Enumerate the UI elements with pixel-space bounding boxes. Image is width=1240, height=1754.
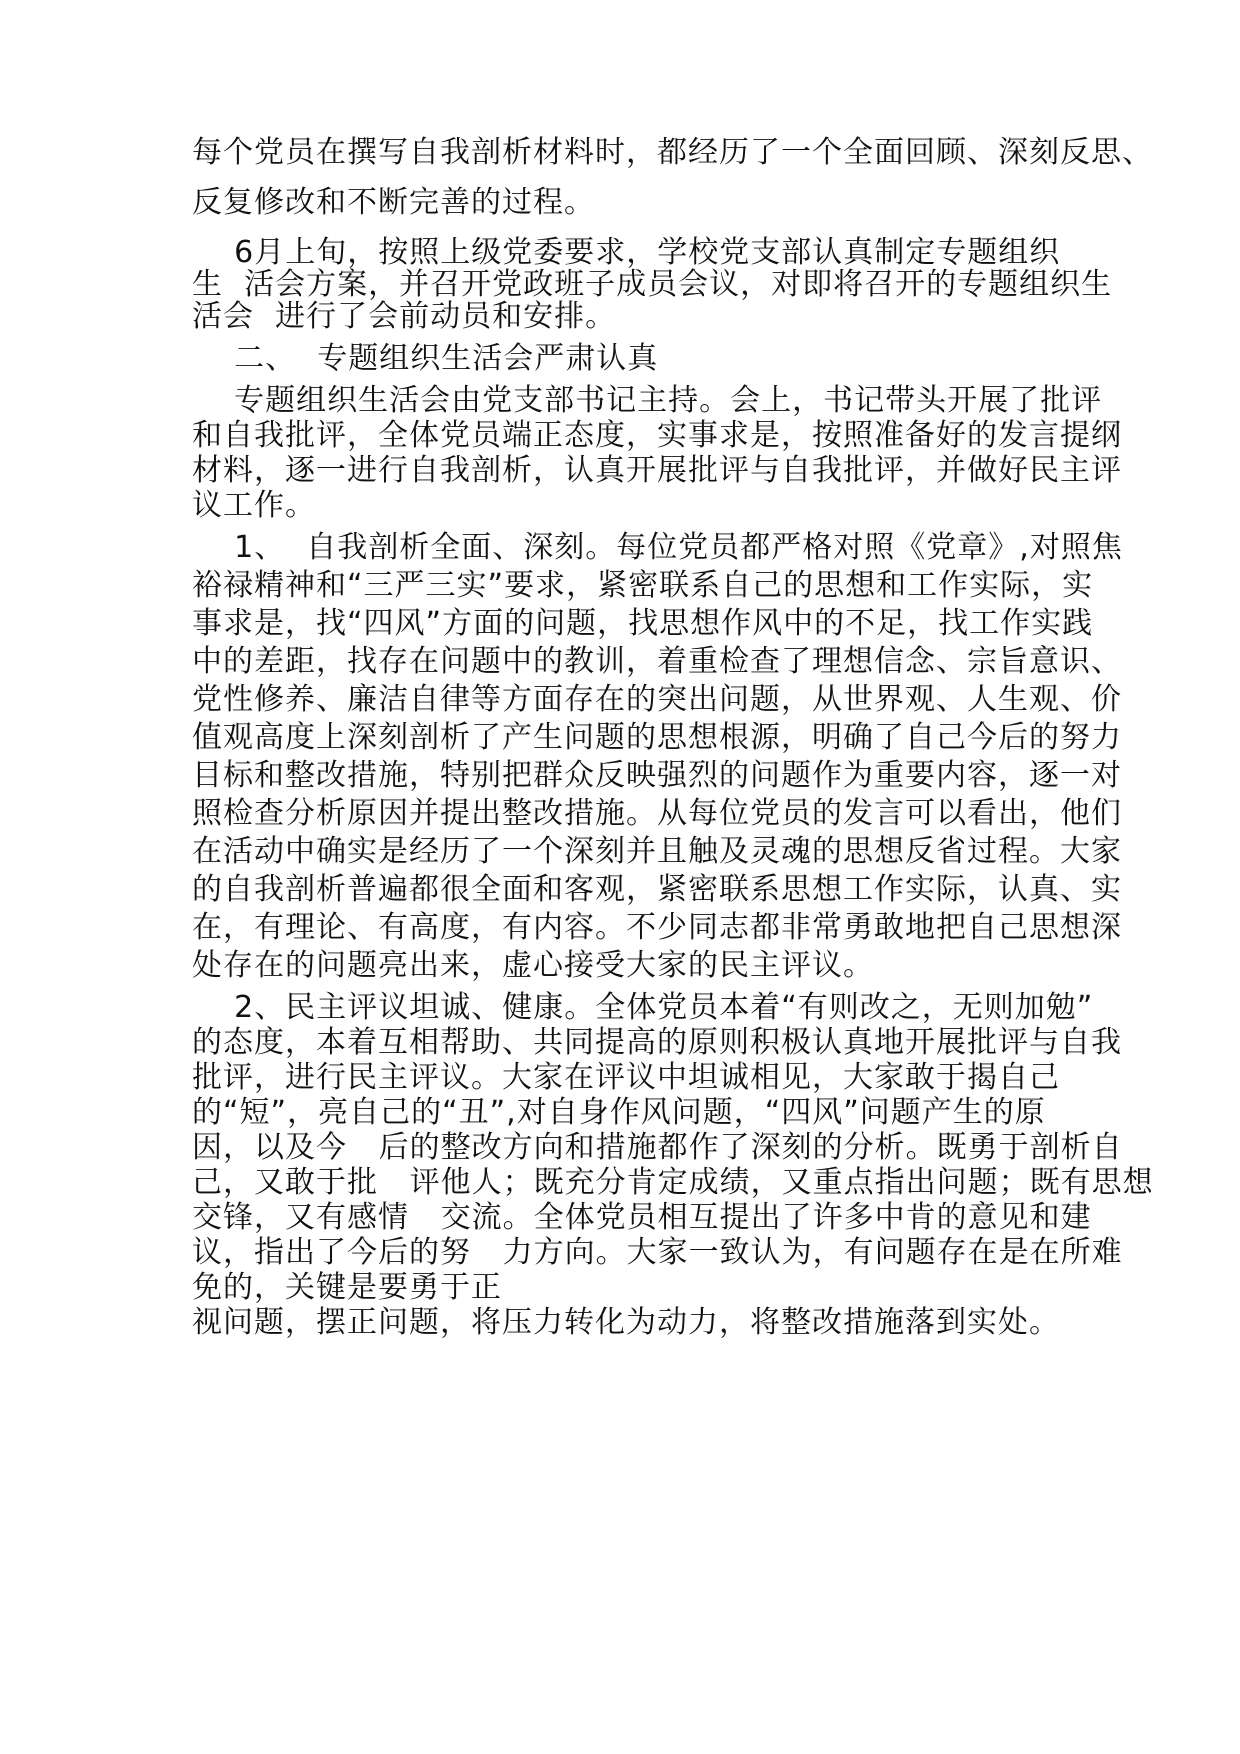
text-line: 每个党员在撰写自我剖析材料时，都经历了一个全面回顾、深刻反思、 bbox=[192, 135, 1153, 170]
text-line: 1、 自我剖析全面、深刻。每位党员都严格对照《党章》,对照焦 bbox=[192, 530, 1123, 565]
text-line: 6月上旬，按照上级党委要求，学校党支部认真制定专题组织 bbox=[192, 235, 1061, 270]
text-line: 专题组织生活会由党支部书记主持。会上，书记带头开展了批评 bbox=[192, 383, 1103, 418]
text-line: 的“短”，亮自己的“丑”,对自身作风问题，“四风”问题产生的原 bbox=[192, 1095, 1046, 1130]
text-line: 党性修养、廉洁自律等方面存在的突出问题，从世界观、人生观、价 bbox=[192, 682, 1122, 717]
text-line: 2、民主评议坦诚、健康。全体党员本着“有则改之，无则加勉” bbox=[192, 990, 1094, 1025]
text-line: 事求是，找“四风”方面的问题，找思想作风中的不足，找工作实践 bbox=[192, 606, 1094, 641]
text-line: 在，有理论、有高度，有内容。不少同志都非常勇敢地把自己思想深 bbox=[192, 910, 1122, 945]
text-line: 免的，关键是要勇于正 bbox=[192, 1270, 502, 1305]
text-line: 议，指出了今后的努 力方向。大家一致认为，有问题存在是在所难 bbox=[192, 1235, 1123, 1270]
text-line: 值观高度上深刻剖析了产生问题的思想根源，明确了自己今后的努力 bbox=[192, 720, 1122, 755]
text-line: 在活动中确实是经历了一个深刻并且触及灵魂的思想反省过程。大家 bbox=[192, 834, 1122, 869]
text-line: 目标和整改措施，特别把群众反映强烈的问题作为重要内容，逐一对 bbox=[192, 758, 1122, 793]
text-line: 处存在的问题亮出来，虚心接受大家的民主评议。 bbox=[192, 948, 874, 983]
text-line: 因，以及今 后的整改方向和措施都作了深刻的分析。既勇于剖析自 bbox=[192, 1130, 1123, 1165]
text-line: 中的差距，找存在问题中的教训，着重检查了理想信念、宗旨意识、 bbox=[192, 644, 1122, 679]
text-line: 议工作。 bbox=[192, 488, 316, 523]
text-line: 视问题，摆正问题，将压力转化为动力，将整改措施落到实处。 bbox=[192, 1305, 1060, 1340]
text-line: 活会 进行了会前动员和安排。 bbox=[192, 299, 617, 334]
text-line: 裕禄精神和“三严三实”要求，紧密联系自己的思想和工作实际，实 bbox=[192, 568, 1094, 603]
text-line: 的态度，本着互相帮助、共同提高的原则积极认真地开展批评与自我 bbox=[192, 1025, 1122, 1060]
text-line: 材料，逐一进行自我剖析，认真开展批评与自我批评，并做好民主评 bbox=[192, 453, 1122, 488]
text-line: 的自我剖析普遍都很全面和客观，紧密联系思想工作实际，认真、实 bbox=[192, 872, 1122, 907]
text-line: 交锋，又有感情 交流。全体党员相互提出了许多中肯的意见和建 bbox=[192, 1200, 1092, 1235]
text-line: 生 活会方案，并召开党政班子成员会议，对即将召开的专题组织生 bbox=[192, 267, 1113, 302]
text-line: 批评，进行民主评议。大家在评议中坦诚相见，大家敢于揭自己 bbox=[192, 1060, 1060, 1095]
text-line: 照检查分析原因并提出整改措施。从每位党员的发言可以看出，他们 bbox=[192, 796, 1122, 831]
section-heading: 二、 专题组织生活会严肃认真 bbox=[192, 341, 659, 376]
text-line: 和自我批评，全体党员端正态度，实事求是，按照准备好的发言提纲 bbox=[192, 418, 1122, 453]
text-line: 己，又敢于批 评他人；既充分肯定成绩，又重点指出问题；既有思想 bbox=[192, 1165, 1154, 1200]
text-line: 反复修改和不断完善的过程。 bbox=[192, 185, 595, 220]
